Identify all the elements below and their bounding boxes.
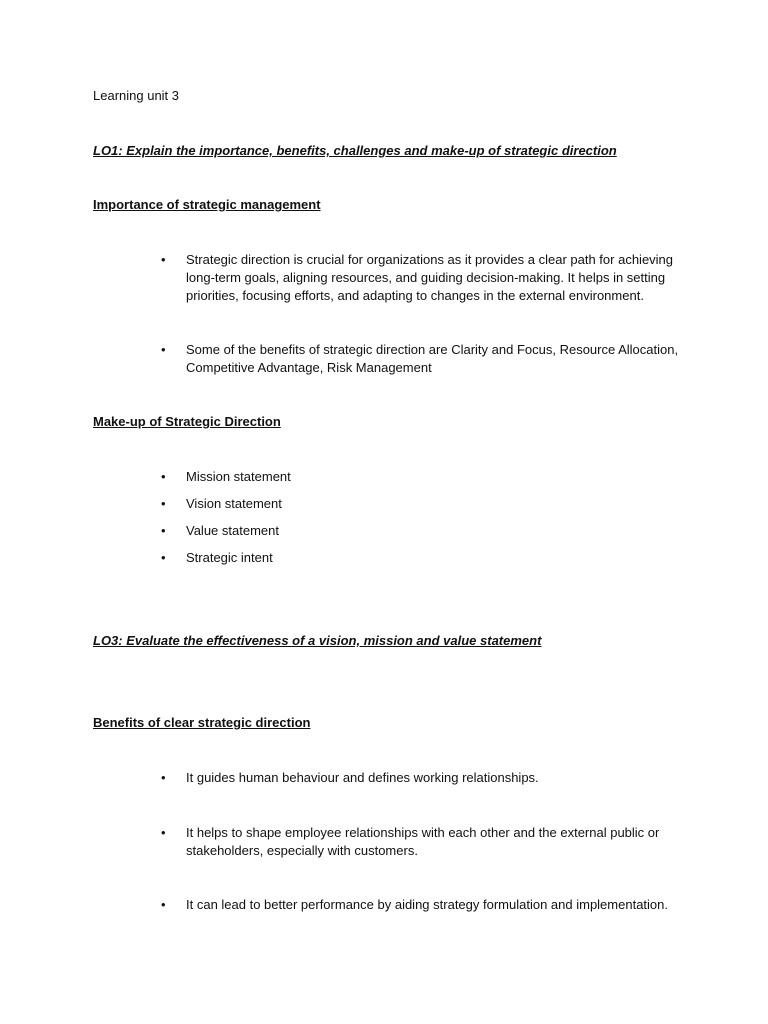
unit-title: Learning unit 3 [93, 88, 180, 103]
list-item: • It guides human behaviour and defines working relationships. [93, 769, 683, 787]
importance-list-2 [93, 341, 683, 377]
document-page [93, 0, 683, 1024]
importance-heading: Importance of strategic management [93, 197, 321, 212]
lo3-heading: LO3: Evaluate the effectiveness of a vision, mission and value statement [93, 633, 542, 648]
list-item: • It helps to shape employee relationships with each other and the external public or stakeholders, especially with customers. [93, 824, 683, 860]
makeup-list [93, 468, 683, 567]
list-item: • Value statement [93, 522, 683, 540]
benefits-list-2 [93, 824, 683, 860]
list-item: • Strategic intent [93, 549, 683, 567]
lo1-heading: LO1: Explain the importance, benefits, challenges and make-up of strategic direction [93, 143, 617, 158]
makeup-heading: Make-up of Strategic Direction [93, 414, 281, 429]
list-item: • It can lead to better performance by aiding strategy formulation and implementation. [93, 896, 683, 914]
importance-list [93, 251, 683, 305]
benefits-heading: Benefits of clear strategic direction [93, 715, 311, 730]
benefits-list-3 [93, 896, 683, 914]
list-item: • Mission statement [93, 468, 683, 486]
list-item: • Some of the benefits of strategic direction are Clarity and Focus, Resource Allocation, Competitive Advantage, Risk Management [93, 341, 683, 377]
list-item: • Vision statement [93, 495, 683, 513]
list-item: • Strategic direction is crucial for organizations as it provides a clear path for achieving long-term goals, aligning resources, and guiding decision-making. It helps in setting priorities, focusing efforts, and adapting to changes in the external environment. [93, 251, 683, 305]
benefits-list [93, 769, 683, 787]
